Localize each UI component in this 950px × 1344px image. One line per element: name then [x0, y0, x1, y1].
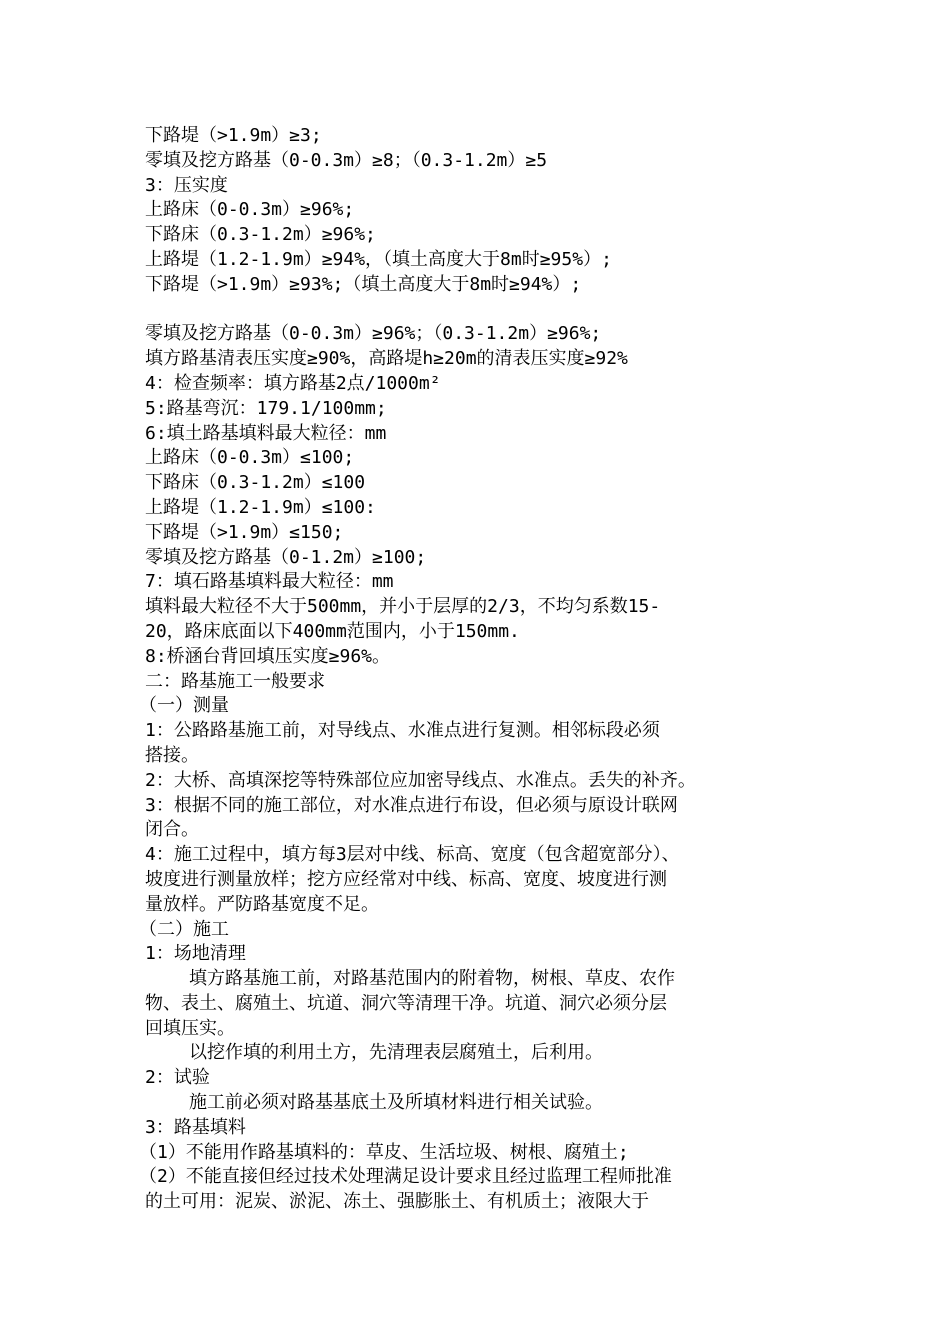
- text-line: 2：大桥、高填深挖等特殊部位应加密导线点、水准点。丢失的补齐。: [145, 769, 696, 791]
- text-line: 上路床（0-0.3m）≤100;: [145, 447, 355, 469]
- text-line: 坡度进行测量放样；挖方应经常对中线、标高、宽度、坡度进行测: [145, 868, 667, 890]
- text-line: 下路床（0.3-1.2m）≥96%;: [145, 224, 376, 246]
- text-line: 7：填石路基填料最大粒径：mm: [145, 571, 394, 593]
- text-line: 以挖作填的利用土方，先清理表层腐殖土，后利用。: [189, 1042, 603, 1064]
- text-line: 3：根据不同的施工部位，对水准点进行布设，但必须与原设计联网: [145, 794, 678, 816]
- text-line: 施工前必须对路基基底土及所填材料进行相关试验。: [189, 1092, 603, 1114]
- text-line: （二）施工: [139, 918, 229, 940]
- text-line: 零填及挖方路基（0-0.3m）≥96%；（0.3-1.2m）≥96%;: [145, 323, 602, 345]
- text-line: 1：场地清理: [145, 943, 246, 965]
- text-line: 下路床（0.3-1.2m）≤100: [145, 472, 366, 494]
- text-line: 20，路床底面以下400mm范围内，小于150mm.: [145, 620, 520, 642]
- text-line: 零填及挖方路基（0-0.3m）≥8；（0.3-1.2m）≥5: [145, 149, 548, 171]
- text-line: 填方路基施工前，对路基范围内的附着物，树根、草皮、农作: [189, 968, 675, 990]
- text-line: 4：检查频率：填方路基2点/1000m²: [145, 372, 441, 394]
- text-line: 3：压实度: [145, 174, 228, 196]
- text-line: 闭合。: [145, 819, 199, 841]
- text-line: 二：路基施工一般要求: [145, 670, 325, 692]
- text-line: 回填压实。: [145, 1017, 235, 1039]
- document-body: [139, 124, 825, 1215]
- text-line: 的土可用：泥炭、淤泥、冻土、强膨胀土、有机质土；液限大于: [145, 1191, 649, 1213]
- text-line: （1）不能用作路基填料的：草皮、生活垃圾、树根、腐殖土;: [139, 1141, 629, 1163]
- text-line: 零填及挖方路基（0-1.2m）≥100;: [145, 546, 427, 568]
- text-line: 1：公路路基施工前，对导线点、水准点进行复测。相邻标段必须: [145, 720, 660, 742]
- text-line: 4：施工过程中，填方每3层对中线、标高、宽度（包含超宽部分）、: [145, 844, 680, 866]
- text-line: 填方路基清表压实度≥90%，高路堤h≥20m的清表压实度≥92%: [145, 348, 628, 370]
- text-line: 上路堤（1.2-1.9m）≥94%，（填土高度大于8m时≥95%）;: [145, 248, 612, 270]
- text-line: 5:路基弯沉：179.1/100mm;: [145, 397, 387, 419]
- blank-line: [145, 298, 825, 323]
- text-line: 6:填土路基填料最大粒径：mm: [145, 422, 387, 444]
- text-line: 搭接。: [145, 744, 199, 766]
- text-line: 上路堤（1.2-1.9m）≤100:: [145, 496, 376, 518]
- text-line: （2）不能直接但经过技术处理满足设计要求且经过监理工程师批准: [139, 1166, 672, 1188]
- text-line: 填料最大粒径不大于500mm，并小于层厚的2/3，不均匀系数15-: [145, 596, 661, 618]
- text-line: 8:桥涵台背回填压实度≥96%。: [145, 645, 391, 667]
- text-line: 下路堤（>1.9m）≥93%;（填土高度大于8m时≥94%）;: [145, 273, 582, 295]
- text-line: 2：试验: [145, 1067, 210, 1089]
- text-line: 量放样。严防路基宽度不足。: [145, 893, 379, 915]
- text-line: （一）测量: [139, 695, 229, 717]
- text-line: 3：路基填料: [145, 1116, 246, 1138]
- text-line: 下路堤（>1.9m）≤150;: [145, 521, 344, 543]
- text-line: 上路床（0-0.3m）≥96%;: [145, 199, 355, 221]
- text-line: 物、表土、腐殖土、坑道、洞穴等清理干净。坑道、洞穴必须分层: [145, 992, 667, 1014]
- text-line: 下路堤（>1.9m）≥3;: [145, 125, 322, 146]
